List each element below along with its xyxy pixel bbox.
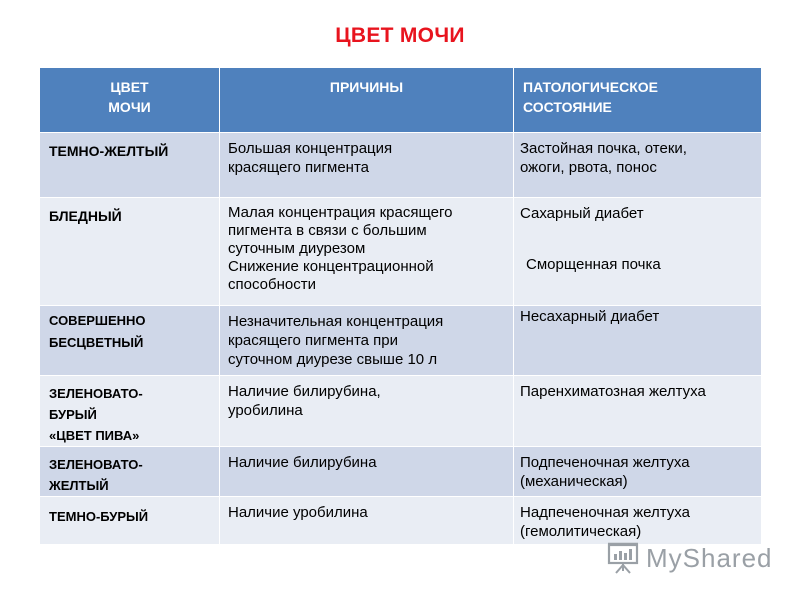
myshared-logo[interactable] bbox=[606, 540, 773, 576]
row-cause: Незначительная концентрация красящего пигмента при суточном диурезе свыше 10 л bbox=[220, 306, 514, 376]
row-color: СОВЕРШЕННО БЕСЦВЕТНЫЙ bbox=[40, 306, 220, 376]
page-title: ЦВЕТ МОЧИ bbox=[335, 24, 465, 47]
header-color: ЦВЕТ МОЧИ bbox=[40, 68, 220, 133]
presentation-board-icon bbox=[606, 541, 640, 575]
row-cause: Наличие билирубина bbox=[220, 447, 514, 497]
row-cause: Наличие уробилина bbox=[220, 497, 514, 545]
table-row bbox=[40, 497, 762, 545]
row-color: ТЕМНО-ЖЕЛТЫЙ bbox=[40, 133, 220, 198]
table-header-row bbox=[40, 68, 762, 133]
row-color: БЛЕДНЫЙ bbox=[40, 198, 220, 306]
row-state: Подпеченочная желтуха (механическая) bbox=[514, 447, 762, 497]
urine-color-table bbox=[39, 67, 762, 545]
row-color: ЗЕЛЕНОВАТО- ЖЕЛТЫЙ bbox=[40, 447, 220, 497]
row-cause: Большая концентрация красящего пигмента bbox=[220, 133, 514, 198]
row-state: Надпеченочная желтуха (гемолитическая) bbox=[514, 497, 762, 545]
row-state: Сахарный диабет Сморщенная почка bbox=[514, 198, 762, 306]
table-row bbox=[40, 133, 762, 198]
row-cause: Наличие билирубина, уробилина bbox=[220, 376, 514, 447]
row-cause: Малая концентрация красящего пигмента в связи с большим суточным диурезом Снижение концентрационной способности bbox=[220, 198, 514, 306]
row-state: Застойная почка, отеки, ожоги, рвота, понос bbox=[514, 133, 762, 198]
row-color: ТЕМНО-БУРЫЙ bbox=[40, 497, 220, 545]
row-state: Несахарный диабет bbox=[514, 306, 762, 376]
table-row bbox=[40, 306, 762, 376]
logo-text: MyShared bbox=[646, 542, 773, 573]
header-causes: ПРИЧИНЫ bbox=[220, 68, 514, 133]
header-pathological-state: ПАТОЛОГИЧЕСКОЕ СОСТОЯНИЕ bbox=[514, 68, 762, 133]
row-color: ЗЕЛЕНОВАТО- БУРЫЙ «ЦВЕТ ПИВА» bbox=[40, 376, 220, 447]
row-state: Паренхиматозная желтуха bbox=[514, 376, 762, 447]
table-row bbox=[40, 447, 762, 497]
table-row bbox=[40, 376, 762, 447]
table-row bbox=[40, 198, 762, 306]
